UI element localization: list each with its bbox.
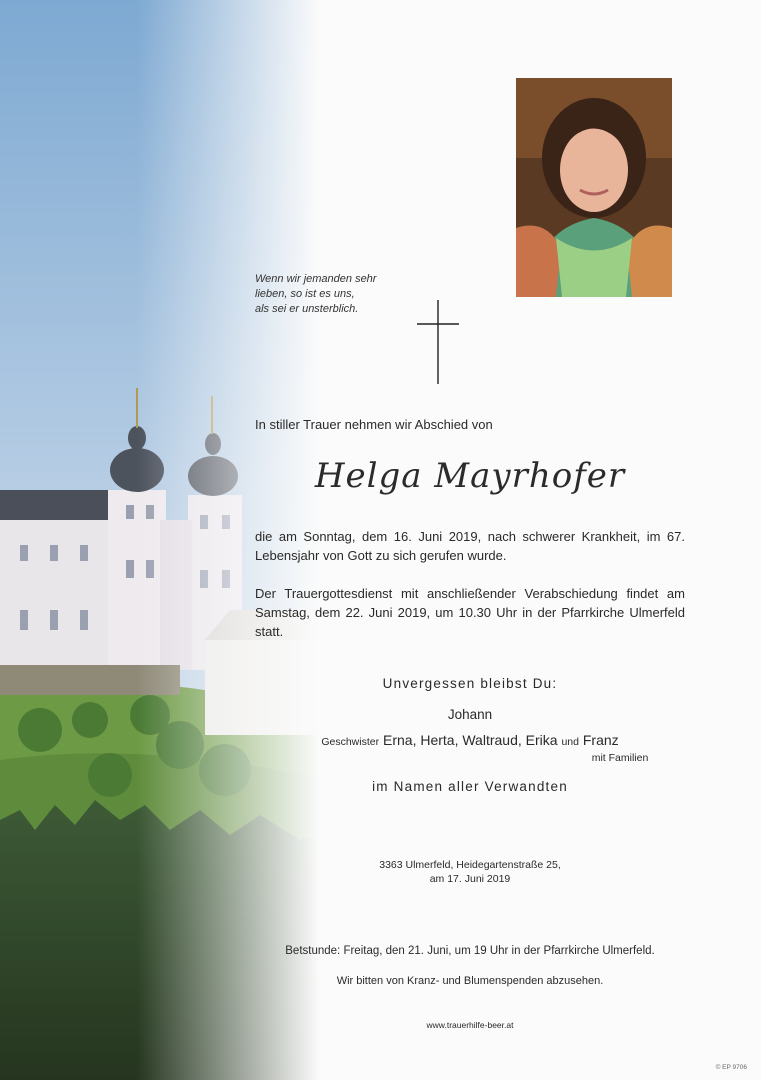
sibling-name: Waltraud: [462, 732, 518, 748]
website-link[interactable]: www.trauerhilfe-beer.at: [426, 1020, 514, 1030]
sibling-name: Herta: [420, 732, 455, 748]
quote-line: Wenn wir jemanden sehr: [255, 273, 377, 285]
intro-text: In stiller Trauer nehmen wir Abschied von: [255, 417, 493, 432]
donation-note: Wir bitten von Kranz- und Blumenspenden abzusehen.: [336, 975, 604, 987]
mourners-heading: Unvergessen bleibst Du:: [382, 676, 558, 691]
quote-line: lieben, so ist es uns,: [255, 288, 355, 300]
siblings-prefix: Geschwister: [321, 736, 380, 748]
separator: ,: [412, 732, 417, 748]
sibling-name: Erika: [525, 732, 558, 748]
relatives-line: im Namen aller Verwandten: [372, 779, 568, 794]
funeral-service-info: Der Trauergottesdienst mit anschließender Verabschiedung findet am Samstag, dem 22. Juni 2019, um 10.30 Uhr in der Pfarrkirche Ulmerfeld statt.: [255, 586, 685, 639]
sibling-name: Franz: [582, 732, 619, 748]
address-line: 3363 Ulmerfeld, Heidegartenstraße 25,: [379, 859, 561, 871]
portrait-photo: [516, 78, 672, 297]
cross-icon: [417, 300, 459, 384]
address-block: [255, 858, 685, 886]
siblings-line: [255, 732, 685, 748]
mourner-name: Johann: [447, 707, 493, 722]
families-note: mit Familien: [591, 752, 649, 764]
address-date: am 17. Juni 2019: [429, 873, 511, 885]
death-announcement: die am Sonntag, dem 16. Juni 2019, nach schwerer Krankheit, im 67. Lebensjahr von Gott zu sich gerufen wurde.: [255, 529, 685, 563]
prayer-hour-info: Betstunde: Freitag, den 21. Juni, um 19 Uhr in der Pfarrkirche Ulmerfeld.: [285, 945, 655, 957]
separator: ,: [517, 732, 522, 748]
separator: ,: [454, 732, 459, 748]
deceased-name: Helga Mayrhofer: [314, 456, 626, 496]
and-word: und: [561, 736, 579, 748]
sibling-name: Erna: [382, 732, 413, 748]
print-code: © EP 9706: [715, 1064, 747, 1071]
quote-line: als sei er unsterblich.: [255, 303, 359, 315]
